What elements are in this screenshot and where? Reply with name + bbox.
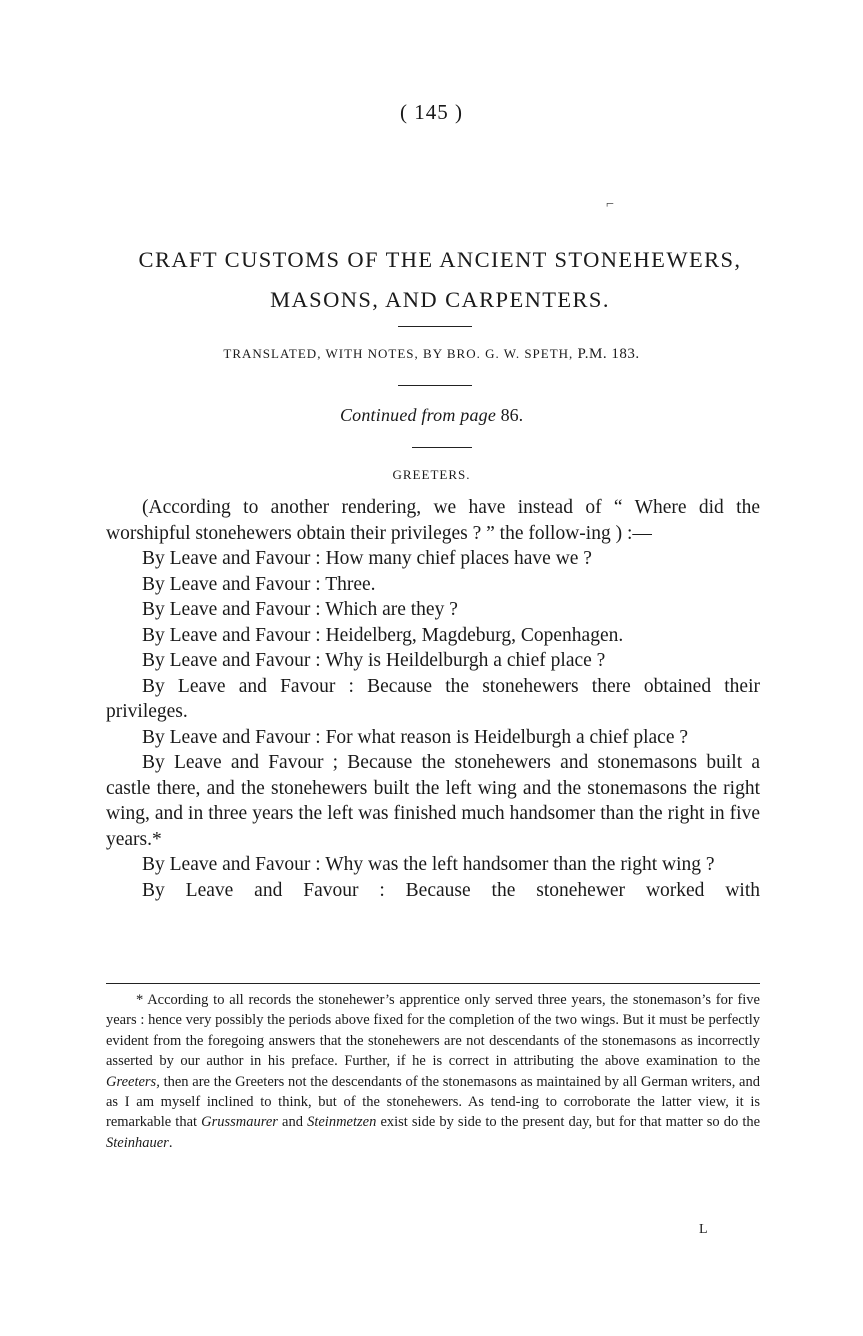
stray-mark: ⌐ xyxy=(606,197,614,212)
section-heading: GREETERS. xyxy=(392,467,471,482)
byline-pm: P.M. 183. xyxy=(577,346,640,362)
body-text xyxy=(106,495,760,903)
continued-text: Continued from page 86. xyxy=(339,405,524,425)
continued-rule xyxy=(412,447,472,448)
paragraph: By Leave and Favour : For what reason is Heidelburgh a chief place ? xyxy=(142,726,688,748)
byline-rule xyxy=(398,385,472,386)
paragraph: By Leave and Favour : Because the stonehewer worked with xyxy=(142,879,760,901)
footnote-text: exist side by side to the present day, but for that matter so do the xyxy=(380,1114,761,1131)
footnote-emphasis: Greeters, xyxy=(106,1073,160,1090)
article-title xyxy=(100,240,780,320)
footnote-text: then are the Greeters not the descendants of the stonemasons as maintained by all German writers, and as I am myself inclined to think, but of the stonehewers. As tend-ing to corroborate the latter view, it is remarkable that xyxy=(106,1073,760,1131)
paragraph: (According to another rendering, we have instead of “ Where did the worshipful stonehewers obtain their privileges ? ” the follow-ing ) :— xyxy=(106,497,760,544)
paragraph: By Leave and Favour : How many chief places have we ? xyxy=(142,548,592,569)
footnote-text: and xyxy=(282,1114,303,1131)
byline-text: TRANSLATED, WITH NOTES, BY BRO. G. W. SPETH, xyxy=(223,346,574,361)
continued-note xyxy=(0,405,863,426)
byline xyxy=(0,346,863,363)
page-number: ( 145 ) xyxy=(400,100,463,124)
footnote-rule xyxy=(106,983,760,984)
footnote-paragraph xyxy=(106,990,760,1153)
footnote-emphasis: Steinhauer xyxy=(106,1134,169,1151)
footnote-emphasis: Grussmaurer xyxy=(201,1114,278,1131)
title-line-1: CRAFT CUSTOMS OF THE ANCIENT STONEHEWERS, xyxy=(138,247,742,272)
footnote-text: * According to all records the stonehewer’s apprentice only served three years, the stonemason’s for five years : hence very possibly the periods above fixed for the completion of the two wings. But it must be perfectly evident from the foregoing answers that the stonehewers are not descendants of the stonemasons as incorrectly asserted by our author in his preface. Further, if he is correct in attributing the above examination to the xyxy=(106,992,760,1070)
paragraph: By Leave and Favour ; Because the stonehewers and stonemasons built a castle there, and the stonehewers built the left wing and the stonemasons the right wing, and in three years the left was finished much handsomer than the right in five years.* xyxy=(106,752,760,850)
paragraph: By Leave and Favour : Why was the left handsomer than the right wing ? xyxy=(142,854,715,875)
title-rule xyxy=(398,326,472,327)
paragraph: By Leave and Favour : Which are they ? xyxy=(142,599,458,620)
paragraph: By Leave and Favour : Heidelberg, Magdeburg, Copenhagen. xyxy=(142,624,624,646)
paragraph: By Leave and Favour : Because the stonehewers there obtained their privileges. xyxy=(106,675,760,722)
paragraph: By Leave and Favour : Why is Heildelburgh a chief place ? xyxy=(142,650,606,671)
footnote xyxy=(106,990,760,1153)
title-line-2: MASONS, AND CARPENTERS. xyxy=(270,287,610,312)
footnote-emphasis: Steinmetzen xyxy=(307,1114,377,1131)
signature-mark: L xyxy=(699,1222,709,1237)
paragraph: By Leave and Favour : Three. xyxy=(142,573,376,595)
footnote-text: . xyxy=(168,1134,173,1151)
